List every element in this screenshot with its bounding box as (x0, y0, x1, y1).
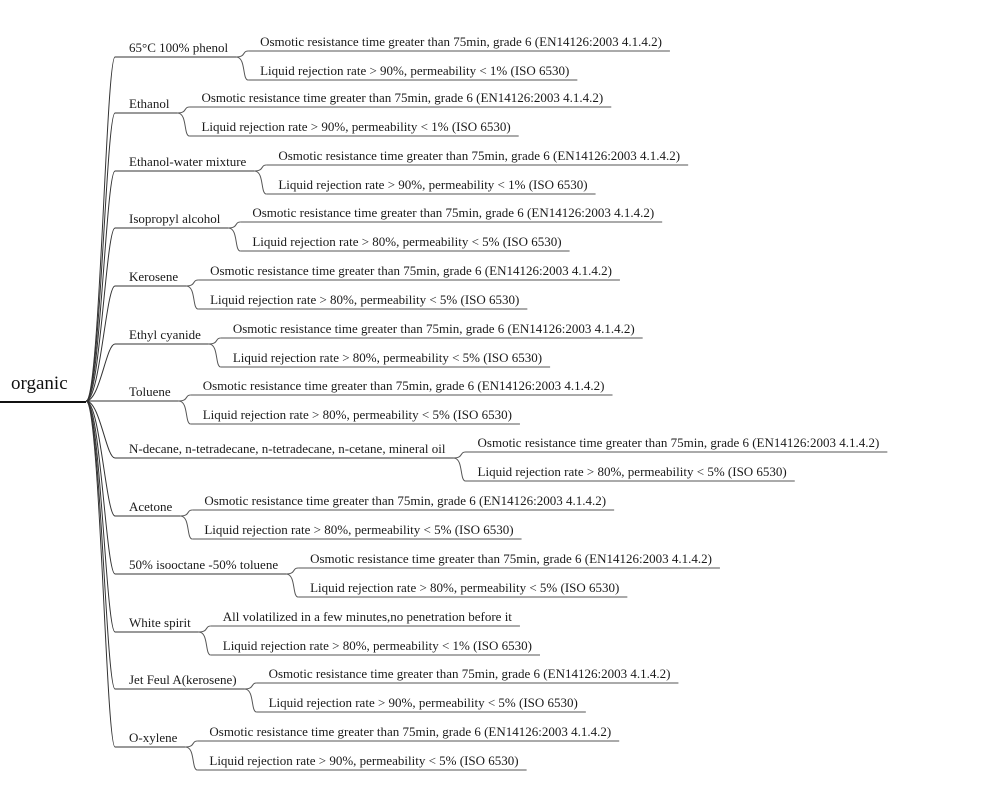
leaf-connector (199, 632, 211, 655)
leaf-connector (185, 741, 197, 747)
leaf-label: Osmotic resistance time greater than 75min, grade 6 (EN14126:2003 4.1.4.2) (477, 435, 880, 450)
leaf-label: Liquid rejection rate > 80%, permeability < 5% (ISO 6530) (477, 464, 787, 479)
leaf-label: Osmotic resistance time greater than 75min, grade 6 (EN14126:2003 4.1.4.2) (252, 205, 655, 220)
leaf-label: Liquid rejection rate > 90%, permeability < 5% (ISO 6530) (209, 753, 519, 768)
branch-label: Ethyl cyanide (129, 327, 201, 342)
leaf-label: Osmotic resistance time greater than 75min, grade 6 (EN14126:2003 4.1.4.2) (268, 666, 671, 681)
branch-label: Ethanol-water mixture (129, 154, 247, 169)
leaf-connector (286, 574, 298, 597)
branch-label: Isopropyl alcohol (129, 211, 221, 226)
leaf-label: All volatilized in a few minutes,no penetration before it (222, 609, 512, 624)
leaf-connector (179, 401, 191, 424)
leaf-label: Liquid rejection rate > 90%, permeability < 5% (ISO 6530) (268, 695, 578, 710)
leaf-connector (228, 222, 240, 228)
leaf-label: Osmotic resistance time greater than 75min, grade 6 (EN14126:2003 4.1.4.2) (204, 493, 607, 508)
branch-label: O-xylene (129, 730, 178, 745)
leaf-connector (254, 165, 266, 171)
leaf-connector (454, 458, 466, 481)
leaf-label: Osmotic resistance time greater than 75min, grade 6 (EN14126:2003 4.1.4.2) (278, 148, 681, 163)
leaf-label: Liquid rejection rate > 90%, permeability < 1% (ISO 6530) (201, 119, 511, 134)
branch-label: 65°C 100% phenol (129, 40, 229, 55)
branch-label: Jet Feul A(kerosene) (129, 672, 237, 687)
leaf-connector (186, 280, 198, 286)
leaf-connector (180, 510, 192, 516)
leaf-label: Liquid rejection rate > 80%, permeability < 5% (ISO 6530) (202, 407, 512, 422)
leaf-connector (199, 626, 211, 632)
leaf-connector (454, 452, 466, 458)
leaf-connector (245, 683, 257, 689)
leaf-connector (179, 395, 191, 401)
leaf-connector (186, 286, 198, 309)
leaf-label: Osmotic resistance time greater than 75min, grade 6 (EN14126:2003 4.1.4.2) (209, 724, 612, 739)
leaf-connector (236, 57, 248, 80)
leaf-label: Liquid rejection rate > 80%, permeability < 5% (ISO 6530) (210, 292, 520, 307)
leaf-label: Osmotic resistance time greater than 75min, grade 6 (EN14126:2003 4.1.4.2) (210, 263, 612, 278)
leaf-connector (209, 344, 221, 367)
leaf-connector (228, 228, 240, 251)
leaf-label: Osmotic resistance time greater than 75min, grade 6 (EN14126:2003 4.1.4.2) (202, 378, 605, 393)
leaf-label: Osmotic resistance time greater than 75min, grade 6 (EN14126:2003 4.1.4.2) (232, 321, 635, 336)
branch-label: 50% isooctane -50% toluene (129, 557, 279, 572)
leaf-label: Osmotic resistance time greater than 75min, grade 6 (EN14126:2003 4.1.4.2) (201, 90, 604, 105)
leaf-connector (245, 689, 257, 712)
leaf-connector (236, 51, 248, 57)
leaf-label: Liquid rejection rate > 80%, permeability < 1% (ISO 6530) (222, 638, 532, 653)
leaf-connector (286, 568, 298, 574)
leaf-connector (254, 171, 266, 194)
leaf-label: Liquid rejection rate > 80%, permeability < 5% (ISO 6530) (232, 350, 543, 365)
leaf-label: Liquid rejection rate > 80%, permeability < 5% (ISO 6530) (252, 234, 562, 249)
leaf-label: Liquid rejection rate > 90%, permeability < 1% (ISO 6530) (278, 177, 588, 192)
leaf-label: Liquid rejection rate > 90%, permeability < 1% (ISO 6530) (260, 63, 570, 78)
leaf-connector (180, 516, 192, 539)
leaf-label: Liquid rejection rate > 80%, permeability < 5% (ISO 6530) (310, 580, 620, 595)
branch-label: Toluene (129, 384, 171, 399)
leaf-connector (209, 338, 221, 344)
leaf-label: Osmotic resistance time greater than 75min, grade 6 (EN14126:2003 4.1.4.2) (260, 34, 662, 49)
branch-label: White spirit (129, 615, 191, 630)
leaf-connector (177, 113, 189, 136)
branch-label: Ethanol (129, 96, 170, 111)
leaf-connector (185, 747, 197, 770)
leaf-connector (177, 107, 189, 113)
branch-label: Acetone (129, 499, 173, 514)
branch-label: Kerosene (129, 269, 179, 284)
branch-label: N-decane, n-tetradecane, n-tetradecane, n-cetane, mineral oil (129, 441, 446, 456)
leaf-label: Osmotic resistance time greater than 75min, grade 6 (EN14126:2003 4.1.4.2) (310, 551, 712, 566)
root-topic: organic (11, 373, 68, 394)
leaf-label: Liquid rejection rate > 80%, permeability < 5% (ISO 6530) (204, 522, 514, 537)
